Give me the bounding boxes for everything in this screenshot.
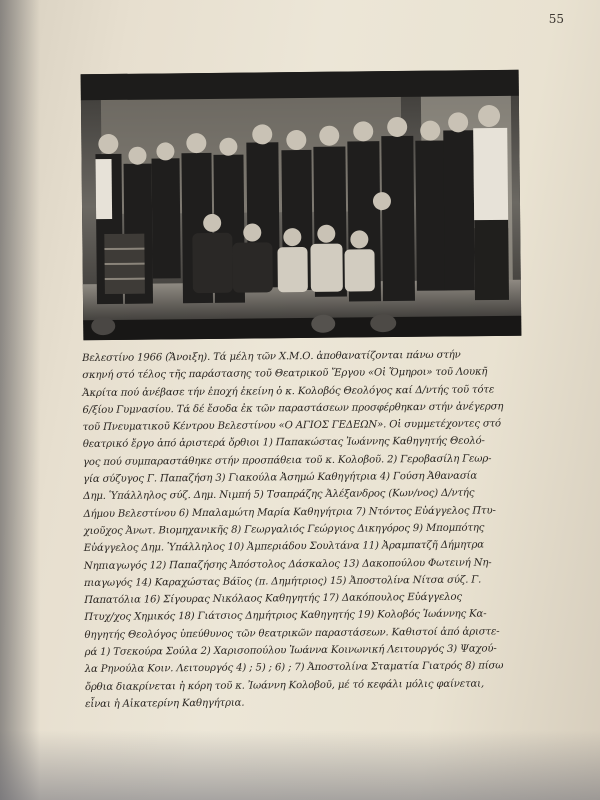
caption-line: Παπατόλια 16) Σίγουρας Νικόλαος Καθηγητής 17) Δακόπουλος Εὐάγγελος bbox=[84, 591, 462, 607]
caption-line: ρά 1) Τσεκούρα Σούλα 2) Χαρισοπούλου Ἰωάννα Κοινωνική Λειτουργός 3) Ψαχού- bbox=[84, 643, 497, 659]
caption-line: τοῦ Πνευματικοῦ Κέντρου Βελεστίνου «Ο ΑΓΙΟΣ ΓΕΔΕΩΝ». Οἱ συμμετέχοντες στό bbox=[82, 418, 502, 434]
photo-caption bbox=[82, 346, 525, 713]
caption-line: Ἀκρίτα πού ἀνέβασε τήν ἐποχή ἐκείνη ὁ κ. Κολοβός Θεολόγος καί Δ/ντής τοῦ τότε bbox=[82, 383, 495, 399]
caption-line: θεατρικό ἔργο ἀπό ἀριστερά ὄρθιοι 1) Παπακώστας Ἰωάννης Καθηγητής Θεολό- bbox=[82, 435, 485, 451]
caption-line: Εὐάγγελος Δημ. Ὑπάλληλος 10) Ἀμπεριάδου Σουλτάνα 11) Ἀραμπατζῆ Δήμητρα bbox=[83, 539, 484, 555]
caption-line: σκηνή στό τέλος τῆς παράστασης τοῦ Θεατρικοῦ Ἔργου «Οἱ Ὅμηροι» τοῦ Λουκῆ bbox=[82, 366, 488, 382]
group-photo bbox=[81, 70, 522, 341]
caption-line: 6/ξίου Γυμνασίου. Τά δέ ἔσοδα ἐκ τῶν παραστάσεων προσφέρθηκαν στήν ἀνέγερση bbox=[82, 401, 504, 416]
caption-line: γος πού συμπαραστάθηκε στήν προσπάθεια τοῦ κ. Κολοβοῦ. 2) Γεροβασίλη Γεωρ- bbox=[82, 453, 492, 468]
caption-line: θηγητής Θεολόγος ὑπεύθυνος τῶν θεατρικῶν παραστάσεων. Καθιστοί ἀπό ἀριστε- bbox=[84, 626, 500, 641]
page-bottom-shadow bbox=[0, 730, 600, 800]
caption-line: εἶναι ἡ Αἰκατερίνη Καθηγήτρια. bbox=[85, 697, 245, 710]
caption-line: Βελεστίνο 1966 (Ἄνοιξη). Τά μέλη τῶν Χ.Μ.Ο. ἀποθανατίζονται πάνω στήν bbox=[82, 349, 461, 364]
page-edge-shadow bbox=[0, 0, 40, 800]
caption-line: Νηπιαγωγός 12) Παπαζήσης Ἀπόστολος Δάσκαλος 13) Δακοπούλου Φωτεινή Νη- bbox=[83, 556, 492, 572]
caption-line: ὄρθια διακρίνεται ἡ κόρη τοῦ κ. Ἰωάννη Κολοβοῦ, μέ τό κεφάλι μόλις φαίνεται, bbox=[84, 678, 485, 693]
caption-line: λα Ρηνούλα Κοιν. Λειτουργός 4) ; 5) ; 6) ; 7) Ἀποστολίνα Σταματία Γιατρός 8) πίσω bbox=[84, 660, 504, 676]
caption-line: πιαγωγός 14) Καραχώστας Βάϊος (π. Δημήτριος) 15) Ἀποστολίνα Νίτσα σύζ. Γ. bbox=[83, 574, 482, 589]
caption-line: Δημ. Ὑπάλληλος σύζ. Δημ. Νιμπή 5) Τσαπράζης Ἀλέξανδρος (Κων/νος) Δ/ντής bbox=[83, 487, 475, 503]
caption-line: χιοῦχος Ἀνωτ. Βιομηχανικῆς 8) Γεωργαλιός Γεώργιος Δικηγόρος 9) Μπομπότης bbox=[83, 522, 485, 537]
caption-line: γία σύζυγος Γ. Παπαζήση 3) Γιακούλα Ἀσημώ Καθηγήτρια 4) Γούση Ἀθανασία bbox=[83, 470, 478, 486]
caption-line: Δήμου Βελεστίνου 6) Μπαλαμώτη Μαρία Καθηγήτρια 7) Ντόντος Εὐάγγελος Πτυ- bbox=[83, 505, 496, 520]
caption-line: Πτυχ/χος Χημικός 18) Γιάτσιος Δημήτριος Καθηγητής 19) Κολοβός Ἰωάννης Κα- bbox=[84, 608, 487, 624]
page-number: 55 bbox=[548, 12, 564, 26]
group-photo-image bbox=[81, 70, 522, 341]
